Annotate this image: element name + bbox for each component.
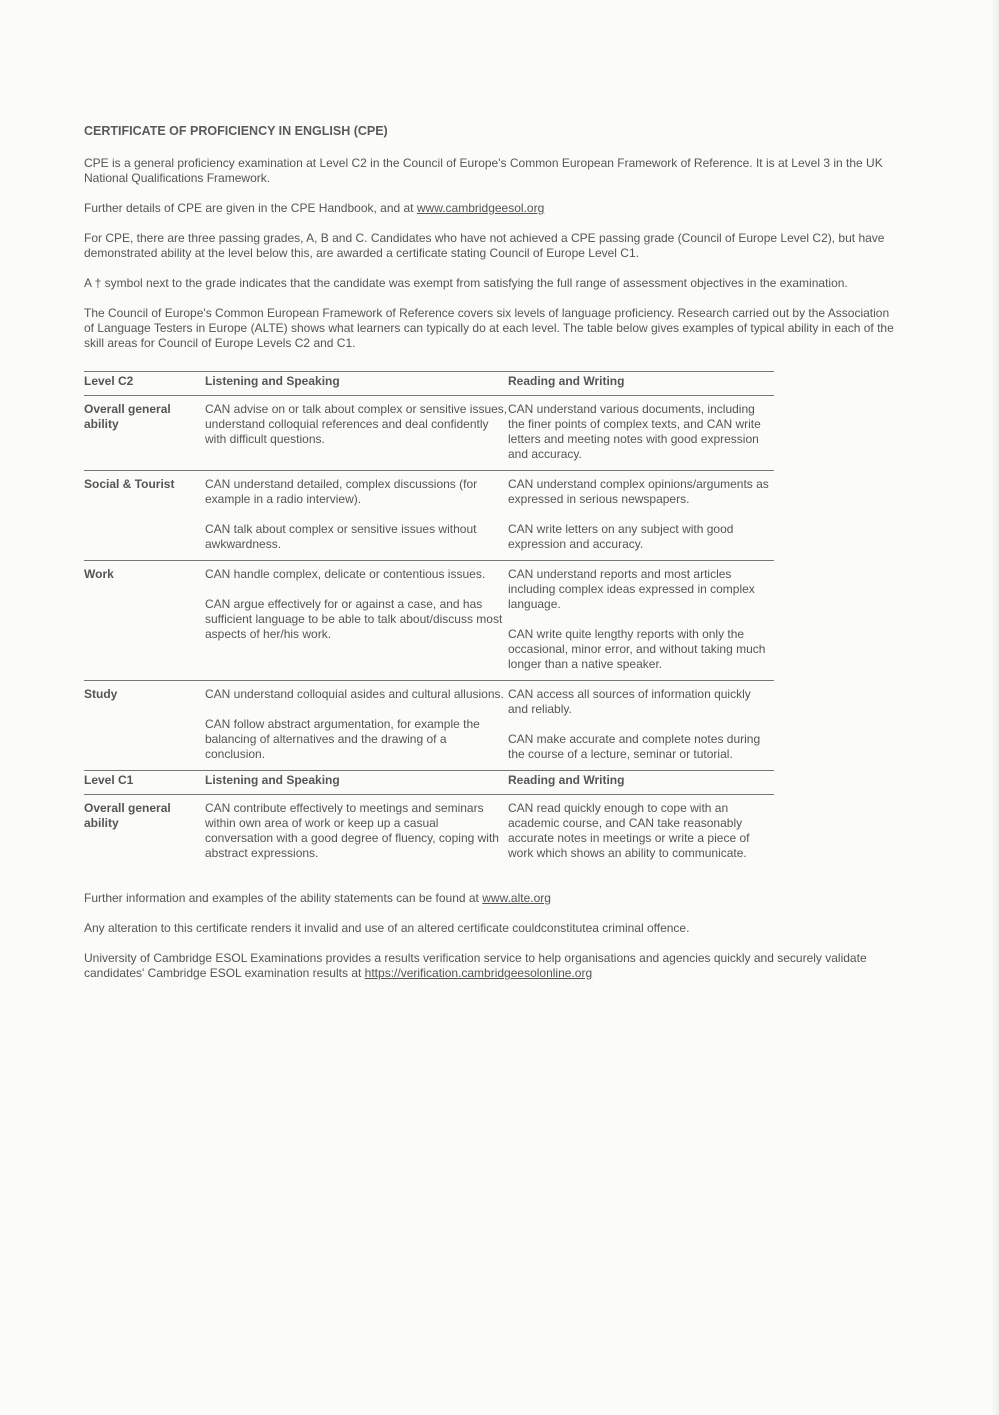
reading-writing-cell [508,795,774,870]
table-row-c2-study [84,681,774,771]
can-statement: CAN contribute effectively to meetings and seminars within own area of work or keep up a casual conversation with a good degree of fluency, coping with abstract expressions. [205,801,499,860]
can-statement: CAN understand detailed, complex discussions (for example in a radio interview). [205,477,478,506]
intro-paragraph-1: CPE is a general proficiency examination at Level C2 in the Council of Europe's Common European Framework of Reference. It is at Level 3 in the UK National Qualifications Framework. [84,156,883,185]
footer-paragraph-2: Any alteration to this certificate renders it invalid and use of an altered certificate couldconstitutea criminal offence. [84,921,690,935]
can-statement: CAN access all sources of information quickly and reliably. [508,687,751,716]
level-c1-header-row [84,771,774,795]
intro-paragraph-5: The Council of Europe's Common European Framework of Reference covers six levels of language proficiency. Research carried out by the Association of Language Testers in Europe (ALTE) shows what learners can typically do at each level. The table below gives examples of typical ability in each of the skill areas for Council of Europe Levels C2 and C1. [84,306,894,350]
intro-paragraph-3: For CPE, there are three passing grades, A, B and C. Candidates who have not achieved a CPE passing grade (Council of Europe Level C2), but have demonstrated ability at the level below this, are awarded a certificate stating Council of Europe Level C1. [84,231,885,260]
can-statement: CAN understand various documents, including the finer points of complex texts, and CAN write letters and meeting notes with good expression and accuracy. [508,402,761,461]
level-c1-heading: Level C1 [84,771,205,795]
alte-text: Further information and examples of the ability statements can be found at [84,891,483,905]
row-label: Study [84,681,205,771]
can-statement: CAN understand colloquial asides and cultural allusions. [205,687,504,701]
can-statement: CAN understand reports and most articles including complex ideas expressed in complex language. [508,567,755,611]
reading-writing-cell [508,561,774,681]
intro-paragraph-4: A † symbol next to the grade indicates that the candidate was exempt from satisfying the full range of assessment objectives in the examination. [84,276,848,290]
can-statement: CAN handle complex, delicate or contentious issues. [205,567,486,581]
listening-speaking-cell [205,561,508,681]
can-statement: CAN advise on or talk about complex or sensitive issues, understand colloquial references and deal confidently with difficult questions. [205,402,508,446]
scan-edge-shadow [991,0,999,1415]
document-body [84,124,899,996]
row-label: Overall general ability [84,396,205,471]
listening-speaking-cell [205,681,508,771]
table-row-c2-work [84,561,774,681]
c1-listening-speaking-heading: Listening and Speaking [205,771,508,795]
handbook-text: Further details of CPE are given in the CPE Handbook, and at [84,201,417,215]
alte-link[interactable]: www.alte.org [482,891,551,905]
verification-text: University of Cambridge ESOL Examinations provides a results verification service to help organisations and agencies quickly and securely validate candidates' Cambridge ESOL examination results at [84,951,867,980]
ability-table [84,371,774,869]
reading-writing-cell [508,681,774,771]
footer-paragraph-1 [84,891,899,906]
row-label: Social & Tourist [84,471,205,561]
can-statement: CAN understand complex opinions/arguments as expressed in serious newspapers. [508,477,769,506]
row-label: Overall general ability [84,795,205,870]
table-row-c1-overall [84,795,774,870]
can-statement: CAN talk about complex or sensitive issues without awkwardness. [205,522,477,551]
can-statement: CAN write quite lengthy reports with only the occasional, minor error, and without taking much longer than a native speaker. [508,627,766,671]
can-statement: CAN make accurate and complete notes during the course of a lecture, seminar or tutorial. [508,732,761,761]
intro-paragraph-2 [84,201,899,216]
listening-speaking-cell [205,396,508,471]
reading-writing-cell [508,471,774,561]
level-c2-heading: Level C2 [84,372,205,396]
cambridgeesol-link[interactable]: www.cambridgeesol.org [416,201,545,215]
can-statement: CAN write letters on any subject with good expression and accuracy. [508,522,734,551]
table-row-c2-overall [84,396,774,471]
can-statement: CAN follow abstract argumentation, for example the balancing of alternatives and the drawing of a conclusion. [205,717,480,761]
listening-speaking-cell [205,795,508,870]
row-label: Work [84,561,205,681]
verification-link[interactable]: https://verification.cambridgeesolonline.org [364,966,593,980]
c2-listening-speaking-heading: Listening and Speaking [205,372,508,396]
reading-writing-cell [508,396,774,471]
can-statement: CAN argue effectively for or against a case, and has sufficient language to be able to talk about/discuss most aspects of her/his work. [205,597,503,641]
level-c2-header-row [84,372,774,396]
c2-reading-writing-heading: Reading and Writing [508,372,774,396]
document-title: CERTIFICATE OF PROFICIENCY IN ENGLISH (CPE) [84,124,388,138]
can-statement: CAN read quickly enough to cope with an academic course, and CAN take reasonably accurate notes in meetings or write a piece of work which shows an ability to communicate. [508,801,750,860]
table-row-c2-social [84,471,774,561]
c1-reading-writing-heading: Reading and Writing [508,771,774,795]
footer-paragraph-3 [84,951,899,981]
listening-speaking-cell [205,471,508,561]
